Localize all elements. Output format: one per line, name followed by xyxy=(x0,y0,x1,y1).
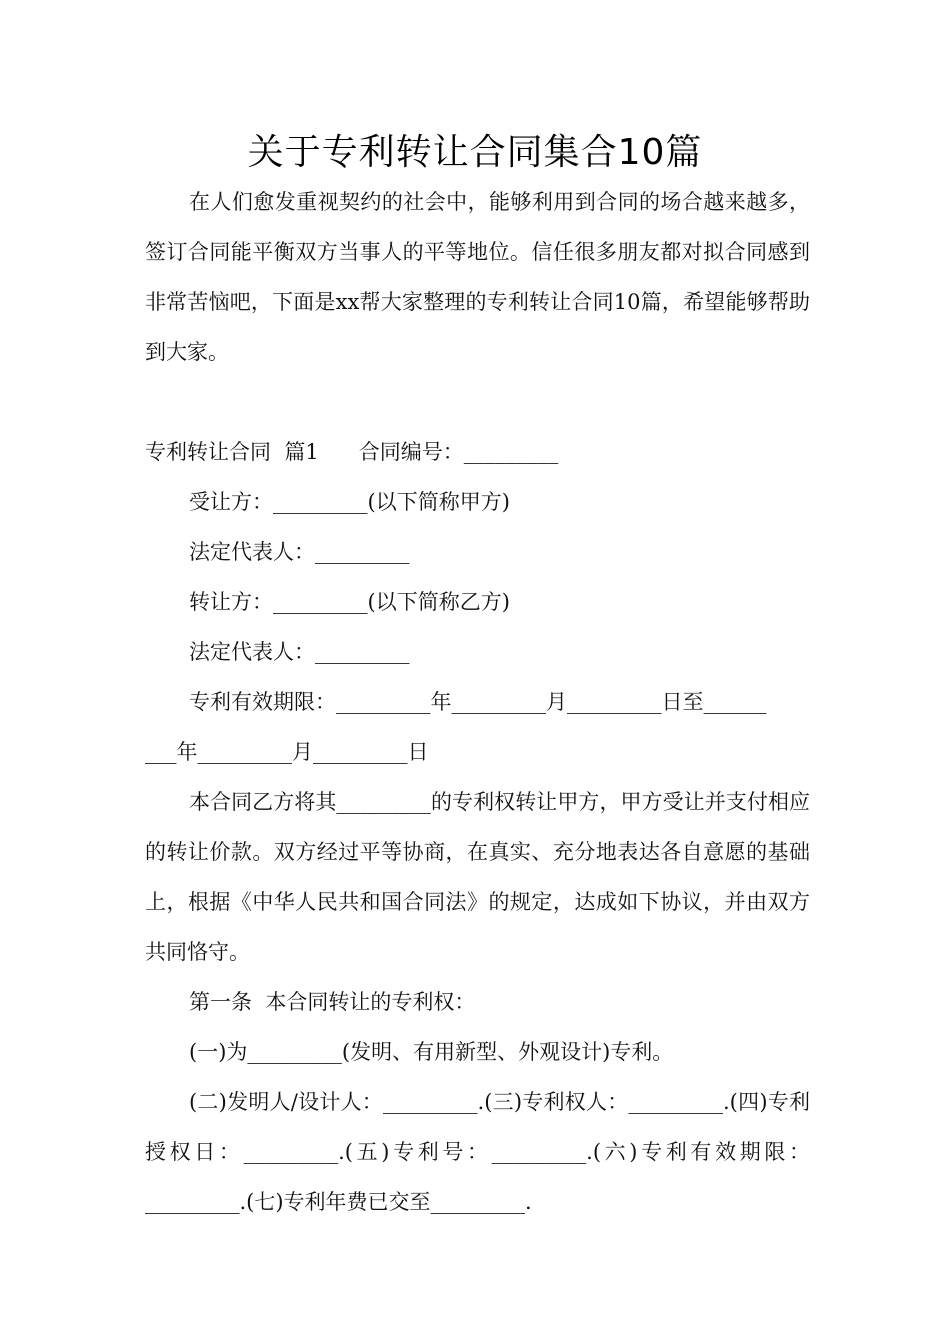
transferor-representative-line: 法定代表人：_________ xyxy=(189,640,410,664)
validity-line-continued: ___年_________月_________日 xyxy=(145,740,429,764)
transferor-line: 转让方：_________(以下简称乙方) xyxy=(189,590,510,614)
document-title: 关于专利转让合同集合10篇 xyxy=(247,132,703,173)
agreement-paragraph: 本合同乙方将其_________的专利权转让甲方，甲方受让并支付相应的转让价款。双方经过平等协商，在真实、充分地表达各自意愿的基础上，根据《中华人民共和国合同法》的规定，达成如下协议，并由双方共同恪守。 xyxy=(145,790,810,964)
intro-paragraph: 在人们愈发重视契约的社会中，能够利用到合同的场合越来越多，签订合同能平衡双方当事人的平等地位。信任很多朋友都对拟合同感到非常苦恼吧，下面是xx帮大家整理的专利转让合同10篇，希望能够帮助到大家。 xyxy=(145,190,810,364)
document-body xyxy=(145,177,810,1227)
validity-line: 专利有效期限：_________年_________月_________日至______ xyxy=(189,690,767,714)
section-heading: 专利转让合同 篇1 合同编号：_________ xyxy=(145,440,559,464)
article-one-item-one: (一)为_________(发明、有用新型、外观设计)专利。 xyxy=(189,1040,674,1064)
transferee-representative-line: 法定代表人：_________ xyxy=(189,540,410,564)
article-one-items-paragraph: (二)发明人/设计人：_________.(三)专利权人：_________.(四)专利授权日：_________.(五)专利号：_________.(六)专利有效期限：_________.(七)专利年费已交至_________. xyxy=(145,1090,810,1214)
article-one-heading: 第一条 本合同转让的专利权： xyxy=(189,990,476,1014)
transferee-line: 受让方：_________(以下简称甲方) xyxy=(189,490,510,514)
spacer xyxy=(145,377,810,427)
